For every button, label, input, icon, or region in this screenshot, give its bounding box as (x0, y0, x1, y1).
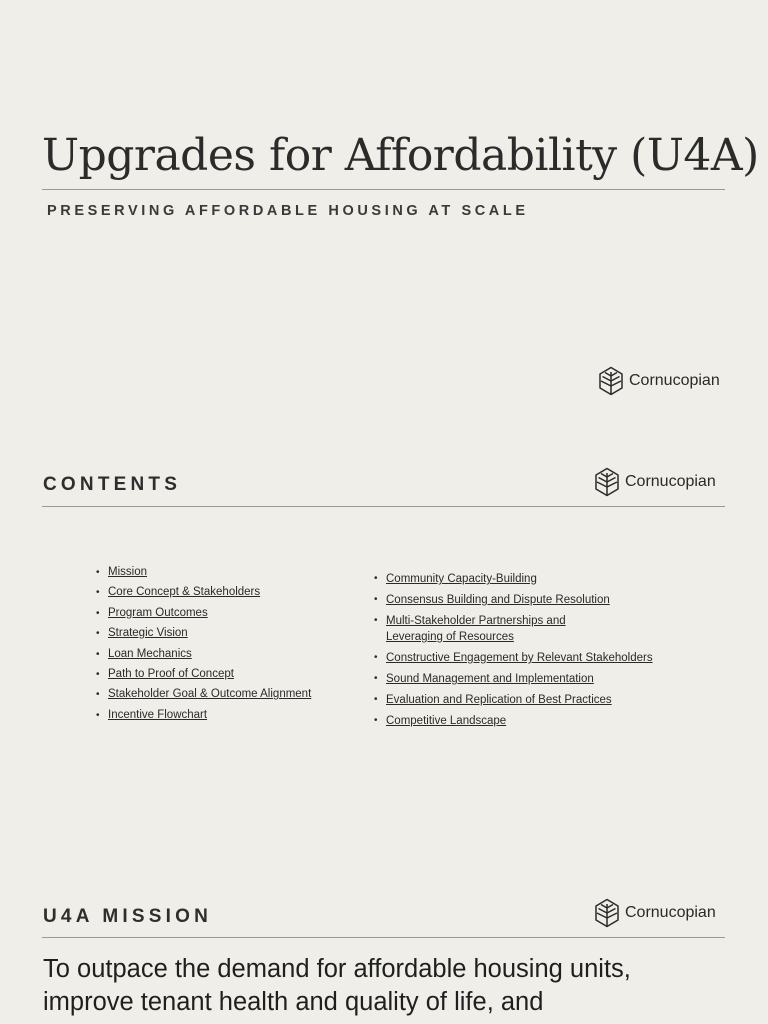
brand-logo (598, 366, 720, 396)
page-subtitle: PRESERVING AFFORDABLE HOUSING AT SCALE (47, 203, 529, 219)
contents-item (96, 606, 346, 626)
mission-heading: U4A MISSION (43, 906, 213, 927)
brand-logo (594, 898, 716, 928)
contents-link-line: Evaluation and Replication of Best Practices (386, 694, 612, 706)
contents-item (374, 713, 714, 729)
mission-statement (43, 953, 743, 1019)
contents-link-constructive-engagement-by-relevant-stakeholders[interactable] (386, 652, 653, 664)
mission-line: To outpace the demand for affordable housing units, (43, 955, 631, 983)
contents-link-strategic-vision[interactable]: Strategic Vision (108, 627, 188, 640)
contents-link-line: Sound Management and Implementation (386, 673, 594, 685)
contents-link-line: Leveraging of Resources (386, 631, 514, 643)
contents-item (96, 667, 346, 687)
contents-link-line: Constructive Engagement by Relevant Stakeholders (386, 652, 653, 664)
contents-link-incentive-flowchart[interactable]: Incentive Flowchart (108, 708, 208, 721)
contents-link-community-capacity-building[interactable] (386, 573, 537, 585)
brand-name: Cornucopian (629, 372, 720, 389)
contents-link-line: Competitive Landscape (386, 715, 507, 727)
brand-logo (594, 467, 716, 497)
title-divider (42, 189, 725, 190)
contents-link-stakeholder-goal-and-outcome-alignment[interactable]: Stakeholder Goal & Outcome Alignment (108, 688, 312, 701)
contents-link-line: Multi-Stakeholder Partnerships and (386, 615, 566, 627)
contents-heading: CONTENTS (43, 474, 182, 495)
contents-item (374, 692, 714, 708)
brand-name: Cornucopian (625, 904, 716, 921)
page-title: Upgrades for Affordability (U4A) (42, 130, 759, 181)
contents-item (96, 708, 346, 728)
mission-line: improve tenant health and quality of life, and (43, 988, 544, 1016)
contents-item (96, 647, 346, 667)
contents-link-competitive-landscape[interactable] (386, 715, 506, 727)
leaf-hexagon-icon (594, 467, 620, 497)
contents-item (96, 585, 346, 605)
contents-item (374, 671, 714, 687)
leaf-hexagon-icon (594, 898, 620, 928)
contents-item (374, 613, 714, 645)
contents-link-line: Consensus Building and Dispute Resolution (386, 594, 610, 606)
contents-link-sound-management-and-implementation[interactable] (386, 673, 594, 685)
contents-item (374, 592, 714, 608)
contents-link-consensus-building-and-dispute-resolution[interactable] (386, 594, 610, 606)
mission-divider (42, 937, 725, 938)
contents-item (96, 687, 346, 707)
brand-name: Cornucopian (625, 473, 716, 490)
contents-item (374, 650, 714, 666)
contents-link-evaluation-and-replication-of-best-practices[interactable] (386, 694, 612, 706)
contents-item (96, 626, 346, 646)
contents-link-line: Community Capacity-Building (386, 573, 537, 585)
contents-link-core-concept-and-stakeholders[interactable]: Core Concept & Stakeholders (108, 586, 261, 599)
contents-link-mission[interactable]: Mission (108, 566, 147, 578)
contents-link-path-to-proof-of-concept[interactable]: Path to Proof of Concept (108, 667, 234, 680)
contents-list-left (96, 565, 346, 728)
contents-divider (42, 506, 725, 507)
contents-link-multi-stakeholder-partnerships-and-leveraging-of-resources[interactable] (386, 615, 566, 643)
contents-item (96, 565, 346, 585)
contents-item (374, 571, 714, 587)
leaf-hexagon-icon (598, 366, 624, 396)
contents-list-right (374, 571, 714, 734)
contents-link-program-outcomes[interactable]: Program Outcomes (108, 606, 208, 619)
contents-link-loan-mechanics[interactable]: Loan Mechanics (108, 647, 192, 660)
